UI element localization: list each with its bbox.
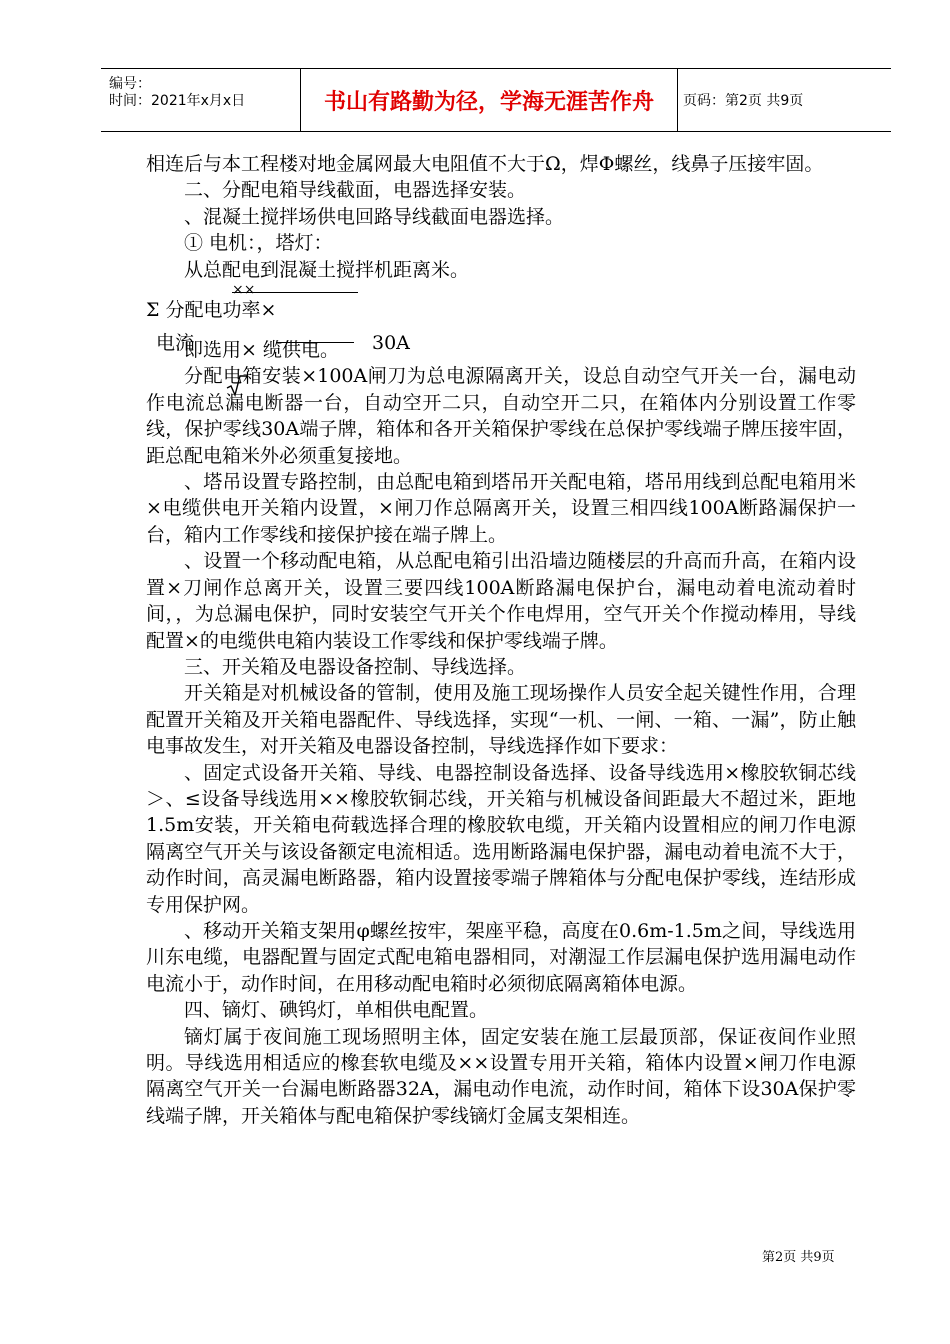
section-heading: 三、开关箱及电器设备控制、导线选择。 [184,655,527,678]
formula-numerator: ×× [232,282,256,299]
paragraph: 开关箱是对机械设备的管制，使用及施工现场操作人员安全起关键性作用，合理配置开关箱及开关箱电器配件、导线选择，实现“一机、一闸、一箱、一漏”，防止触电事故发生，对开关箱及电器设备控制，导线选择作如下要求： [146,682,856,758]
paragraph: 从总配电到混凝土搅拌机距离米。 [184,258,470,281]
page-header [101,68,891,132]
paragraph-text: 即选用× 缆供电。 [184,339,339,362]
header-page-label: 页码：第2页 共9页 [683,93,804,109]
footer-page-number: 第2页 共9页 [762,1250,835,1265]
document-body [146,151,856,1129]
fraction-bar [276,342,354,343]
section-heading: 二、分配电箱导线截面，电器选择安装。 [184,179,527,202]
time-label: 时间：2021年x月x日 [109,93,246,109]
paragraph: 、混凝土搅拌场供电回路导线截面电器选择。 [184,205,565,228]
fraction-bar [232,292,358,293]
current-formula [146,282,856,362]
header-meta [101,69,301,131]
paragraph: 镝灯属于夜间施工现场照明主体，固定安装在施工层最顶部，保证夜间作业照明。导线选用相适应的橡套软电缆及××设置专用开关箱，箱体内设置×闸刀作电源隔离空气开关一台漏电断路器32A，漏电动作电流，动作时间，箱体下设30A保护零线端子牌，开关箱体与配电箱保护零线镝灯金属支架相连。 [146,1025,856,1127]
paragraph: 、固定式设备开关箱、导线、电器控制设备选择、设备导线选用×橡胶软铜芯线＞、≤设备导线选用××橡胶软铜芯线，开关箱与机械设备间距最大不超过米，距地1.5m安装，开关箱电荷载选择合理的橡胶软电缆，开关箱内设置相应的闸刀作电源隔离空气开关与该设备额定电流相适。选用断路漏电保护器，漏电动着电流不大于，动作时间，高灵漏电断路器，箱内设置接零端子牌箱体与分配电保护零线，连结形成专用保护网。 [146,761,856,916]
header-motto: 书山有路勤为径，学海无涯苦作舟 [301,69,678,131]
formula-power-term: Σ 分配电功率× [146,299,277,322]
number-label: 编号： [109,76,151,92]
paragraph: 分配电箱安装×100A闸刀为总电源隔离开关，设总自动空气开关一台，漏电动作电流总漏电断器一台，自动空开二只，自动空开二只，在箱体内分别设置工作零线，保护零线30A端子牌，箱体和各开关箱保护零线在总保护零线端子牌压接牢固，距总配电箱米外必须重复接地。 [146,365,856,467]
paragraph: 、移动开关箱支架用φ螺丝按牢，架座平稳，高度在0.6m-1.5m之间，导线选用川东电缆，电器配置与固定式配电箱电器相同，对潮湿工作层漏电保护选用漏电动作电流小于，动作时间，在用移动配电箱时必须彻底隔离箱体电源。 [146,919,856,995]
paragraph: 、设置一个移动配电箱，从总配电箱引出沿墙边随楼层的升高而升高，在箱内设置×刀闸作总离开关，设置三要四线100A断路漏电保护台，漏电动着电流动着时间，，为总漏电保护，同时安装空气开关个作电焊用，空气开关个作搅动棒用，导线配置×的电缆供电箱内装设工作零线和保护零线端子牌。 [146,550,856,652]
paragraph: 相连后与本工程楼对地金属网最大电阻值不大于Ω，焊Φ螺丝，线鼻子压接牢固。 [146,153,824,175]
paragraph: 、塔吊设置专路控制，由总配电箱到塔吊开关配电箱，塔吊用线到总配电箱用米×电缆供电开关箱内设置，×闸刀作总隔离开关，设置三相四线100A断路漏保护一台，箱内工作零线和接保护接在端子牌上。 [146,471,856,546]
square-root-icon [226,375,248,395]
formula-result: 30A [372,332,410,355]
paragraph: ① 电机：，塔灯： [184,232,333,255]
section-heading: 四、镝灯、碘钨灯，单相供电配置。 [184,999,489,1022]
formula-current-label: 电流 [156,332,195,355]
